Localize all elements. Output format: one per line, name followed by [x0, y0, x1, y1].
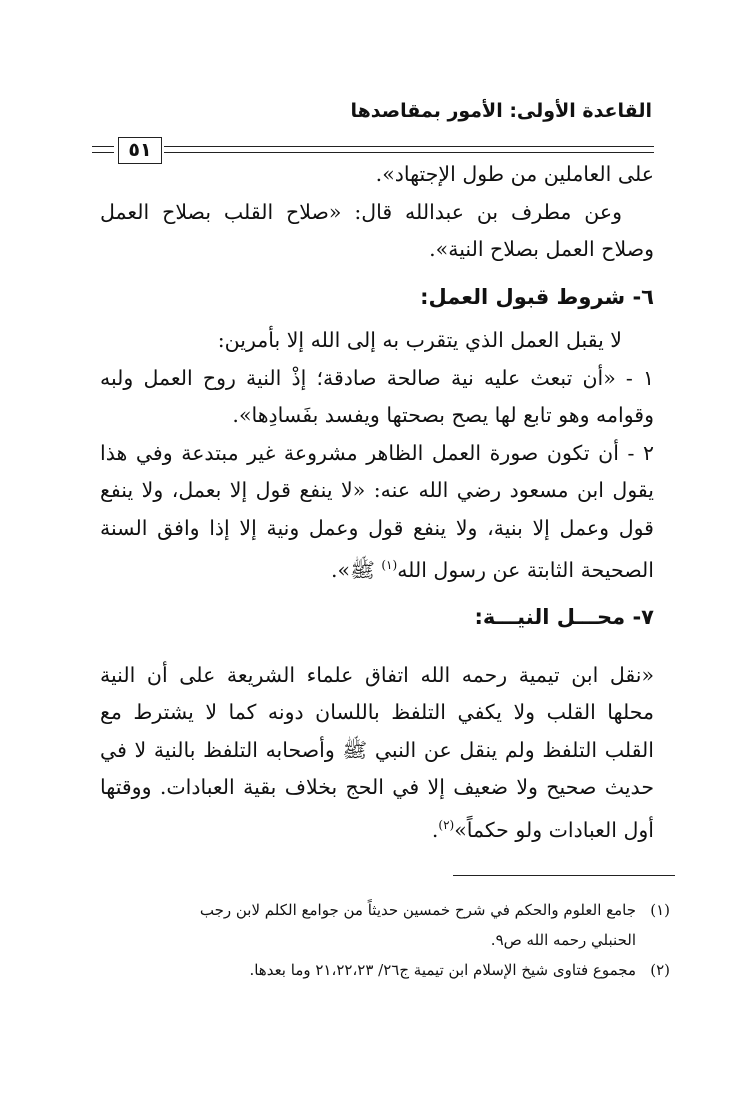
section-heading: ٦- شروط قبول العمل:: [420, 284, 654, 309]
running-head: القاعدة الأولى: الأمور بمقاصدها: [350, 100, 652, 122]
footnote-text: جامع العلوم والحكم في شرح خمسين حديثاً من جوامع الكلم لابن رجب: [199, 901, 636, 919]
footnotes: [118, 895, 670, 985]
paragraph-text: .: [431, 817, 439, 842]
paragraph: ١ - «أن تبعث عليه نية صالحة صادقة؛ إذْ النية روح العمل ولبه وقوامه وهو تابع لها يصح بصحتها ويفسد بفَسادِها».: [100, 365, 654, 427]
rule-line: [164, 146, 654, 147]
footnote-number: (١): [650, 901, 670, 919]
rule-line: [164, 152, 654, 153]
rule-line: [92, 146, 114, 147]
paragraph-text: ﷺ».: [331, 557, 382, 582]
footnote-text: مجموع فتاوى شيخ الإسلام ابن تيمية ج٢٦/ ٢١،٢٢،٢٣ وما بعدها.: [249, 961, 636, 979]
paragraph: على العاملين من طول الإجتهاد».: [375, 162, 654, 186]
paragraph: لا يقبل العمل الذي يتقرب به إلى الله إلا بأمرين:: [217, 328, 622, 352]
section-heading: ٧- محـــل النيـــة:: [474, 605, 654, 630]
footnote-ref: (١): [381, 558, 398, 572]
page-number: ٥١: [118, 137, 162, 164]
paragraph: [100, 435, 654, 590]
footnote: [118, 955, 670, 985]
main-text: [100, 156, 654, 849]
footnote: [118, 895, 670, 925]
paragraph-text: ٢ - أن تكون صورة العمل الظاهر مشروعة غير مبتدعة وفي هذا يقول ابن مسعود رضي الله عنه: «لا ينفع قول إلا بعمل، ولا ينفع قول وعمل إلا بنية، ولا ينفع قول وعمل ونية إلا إذا وافق السنة الصحيحة الثابتة عن رسول الله: [100, 440, 654, 582]
footnote-continuation: الحنبلي رحمه الله ص٩.: [490, 931, 636, 949]
rule-line: [92, 152, 114, 153]
paragraph-text: «نقل ابن تيمية رحمه الله اتفاق علماء الشريعة على أن النية محلها القلب ولا يكفي التلفظ باللسان دونه كما لا يشترط مع القلب التلفظ ولم ينقل عن النبي ﷺ وأصحابه التلفظ بالنية لا في حديث صحيح ولا ضعيف إلا في الحج بخلاف بقية العبادات. ووقتها أول العبادات ولو حكماً»: [100, 662, 654, 842]
footnote-ref: (٢): [438, 817, 455, 832]
paragraph: وعن مطرف بن عبدالله قال: «صلاح القلب بصلاح العمل وصلاح العمل بصلاح النية».: [100, 199, 654, 261]
paragraph: [100, 657, 654, 849]
footnote-rule: [453, 875, 675, 876]
footnote-number: (٢): [650, 961, 670, 979]
